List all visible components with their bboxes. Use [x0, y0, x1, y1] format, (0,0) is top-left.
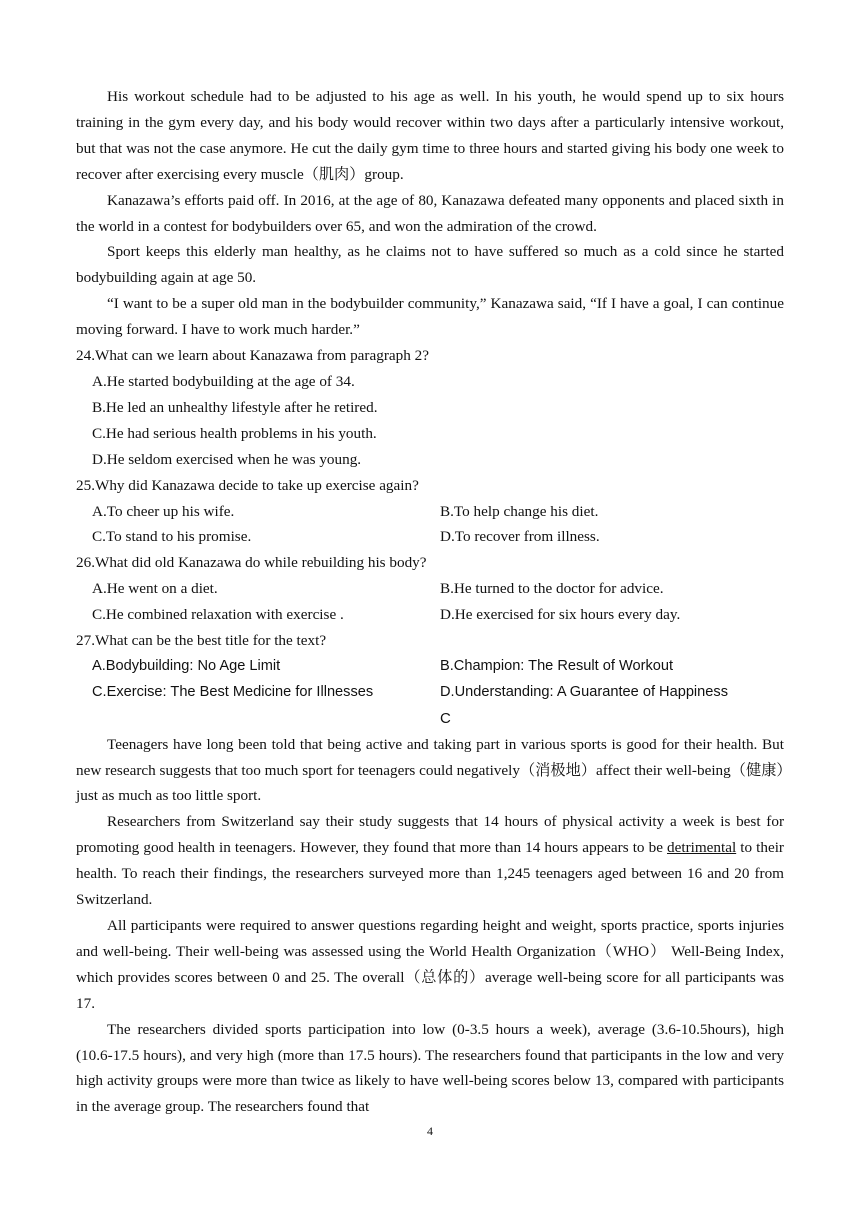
question-24-option-c: C.He had serious health problems in his youth. — [92, 424, 377, 442]
question-24-option-a: A.He started bodybuilding at the age of 34. — [92, 372, 355, 390]
paragraph-switzerland-study-start: Researchers from Switzerland say their study suggests that 14 hours of physical activity a week is best for promoting good health in teenagers. However, they found that more than 14 hours appears to be — [76, 813, 784, 857]
question-26-option-b: B.He turned to the doctor for advice. — [440, 580, 664, 598]
question-26-option-d: D.He exercised for six hours every day. — [440, 606, 681, 624]
paragraph-efforts-paid-off: Kanazawa’s efforts paid off. In 2016, at the age of 80, Kanazawa defeated many opponents and placed sixth in the world in a contest for bodybuilders over 65, and won the admiration of the crowd. — [76, 191, 784, 235]
question-26-option-c: C.He combined relaxation with exercise . — [92, 606, 344, 624]
paragraph-participants-questions: All participants were required to answer questions regarding height and weight, sports practice, sports injuries and well-being. Their well-being was assessed using the World Health Organization（WHO） Well-Being Index, which provides scores between 0 and 25. The overall（总体的）average well-being score for all participants was 17. — [76, 917, 784, 1012]
question-24-stem: 24.What can we learn about Kanazawa from paragraph 2? — [76, 347, 429, 365]
paragraph-teenagers-sport: Teenagers have long been told that being active and taking part in various sports is good for their health. But new research suggests that too much sport for teenagers could negatively（消极地）affect their well-being（健康）just as much as too little sport. — [76, 735, 784, 805]
paragraph-switzerland-study — [76, 809, 784, 913]
page-number: 4 — [427, 1124, 433, 1138]
question-26 — [76, 550, 784, 628]
question-25-option-b: B.To help change his diet. — [440, 502, 599, 520]
question-27-option-b: B.Champion: The Result of Workout — [440, 657, 674, 674]
question-26-stem: 26.What did old Kanazawa do while rebuilding his body? — [76, 554, 427, 572]
question-27-stem: 27.What can be the best title for the text? — [76, 632, 327, 650]
question-24-option-d: D.He seldom exercised when he was young. — [92, 450, 362, 468]
underlined-word-detrimental: detrimental — [667, 839, 737, 857]
question-24-option-b: B.He led an unhealthy lifestyle after he retired. — [92, 398, 378, 416]
question-27-option-d: D.Understanding: A Guarantee of Happiness — [440, 683, 729, 700]
document-page — [76, 84, 784, 1120]
question-27 — [76, 628, 784, 706]
paragraph-sports-participation-groups: The researchers divided sports participation into low (0-3.5 hours a week), average (3.6-10.5hours), high (10.6-17.5 hours), and very high (more than 17.5 hours). The researchers found that participants in the low and very high activity groups were more than twice as likely to have well-being scores below 13, compared with participants in the average group. The researchers found that — [76, 1020, 784, 1116]
question-25-option-d: D.To recover from illness. — [440, 528, 600, 546]
paragraph-sport-keeps-healthy: Sport keeps this elderly man healthy, as he claims not to have suffered so much as a cold since he started bodybuilding again at age 50. — [76, 243, 784, 287]
section-letter-c: C — [440, 709, 451, 727]
question-24 — [76, 343, 784, 473]
question-25-option-c: C.To stand to his promise. — [92, 528, 252, 546]
question-25-option-a: A.To cheer up his wife. — [92, 502, 235, 520]
paragraph-workout-schedule: His workout schedule had to be adjusted to his age as well. In his youth, he would spend up to six hours training in the gym every day, and his body would recover within two days after a particularly intensive workout, but that was not the case anymore. He cut the daily gym time to three hours and started giving his body one week to recover after exercising every muscle（肌肉）group. — [76, 88, 784, 183]
question-25 — [76, 473, 784, 551]
question-27-option-c: C.Exercise: The Best Medicine for Illnesses — [92, 683, 374, 700]
question-27-option-a: A.Bodybuilding: No Age Limit — [92, 657, 281, 674]
paragraph-switzerland-study-end: to their health. To reach their findings, the researchers surveyed more than 1,245 teenagers aged between 16 and 20 from Switzerland. — [76, 839, 784, 909]
question-25-stem: 25.Why did Kanazawa decide to take up exercise again? — [76, 476, 419, 494]
question-26-option-a: A.He went on a diet. — [92, 580, 218, 598]
paragraph-kanazawa-quote: “I want to be a super old man in the bodybuilder community,” Kanazawa said, “If I have a goal, I can continue moving forward. I have to work much harder.” — [76, 295, 784, 339]
